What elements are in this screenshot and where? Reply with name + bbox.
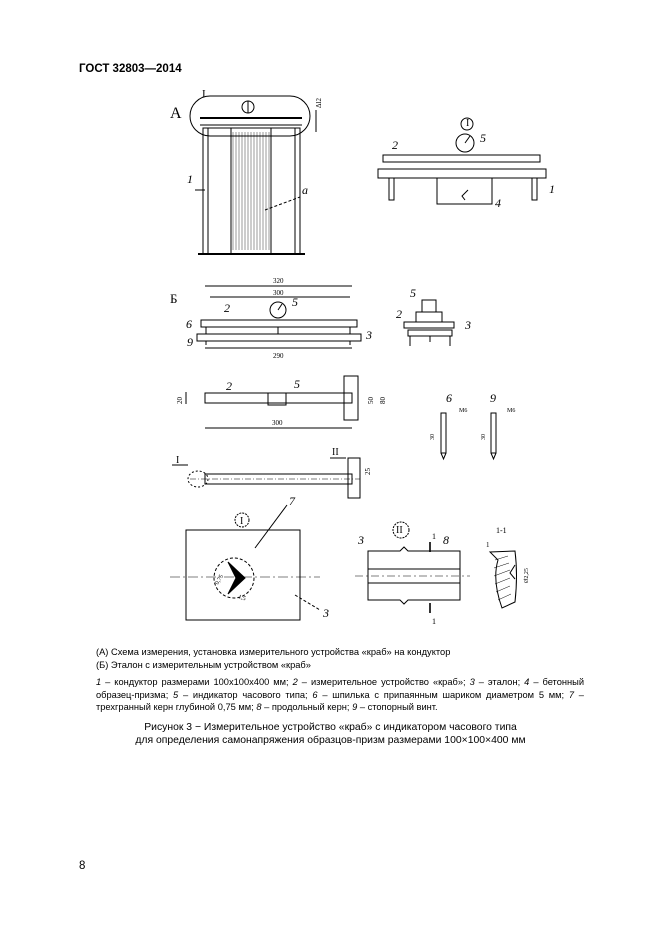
callout-3c: 3 (323, 606, 329, 620)
figure-title-line2: для определения самонапряжения образцов-призм размерами 100×100×400 мм (135, 735, 526, 746)
dim-290: 290 (273, 352, 284, 360)
dim-300: 300 (273, 289, 284, 297)
dim-15: 1,5 (237, 594, 247, 603)
dim-30a: 30 (430, 434, 436, 440)
dim-300b: 300 (272, 419, 283, 427)
legend-text-2: – измерительное устройство «краб»; (297, 677, 470, 687)
legend-num-6: 6 (312, 689, 318, 700)
section-mark-ii: II (332, 447, 339, 458)
legend-num-9: 9 (352, 702, 358, 713)
legend-text-7: – трехгранный керн глубиной 0,75 мм; (96, 689, 584, 713)
standard-header: ГОСТ 32803—2014 (79, 63, 182, 75)
callout-7: 7 (289, 494, 295, 508)
callout-a: a (302, 183, 308, 197)
dim-075: 0,75 (214, 573, 225, 586)
legend-text-1: – кондуктор размерами 100х100х400 мм; (101, 677, 293, 687)
callout-5: 5 (480, 131, 486, 145)
callout-4: 4 (495, 196, 501, 210)
dim-m6a: M6 (459, 408, 468, 414)
legend-num-3: 3 (469, 677, 475, 687)
figure-title-line1: Рисунок 3 − Измерительное устройство «краб» с индикатором часового типа (144, 722, 517, 733)
legend-text-8: – продольный керн; (261, 702, 353, 713)
callout-9: 9 (187, 335, 193, 349)
legend-text-6: – шпилька с припаянным шариком диаметром 5 мм; (317, 689, 569, 700)
detail-label-i: I (202, 88, 206, 100)
callout-5c: 5 (410, 286, 416, 300)
legend-text-4: – бетонный образец-призма; (96, 677, 585, 700)
callout-6: 6 (186, 317, 192, 331)
callout-3: 3 (366, 328, 372, 342)
dim-25: 25 (364, 468, 372, 475)
view-a-side (378, 118, 555, 210)
caption-a: (А) Схема измерения, установка измерительного устройства «краб» на кондуктор (96, 647, 451, 657)
dim-20: 20 (176, 397, 184, 404)
dim-30b: 30 (481, 434, 487, 440)
section-cut-1: 1 (486, 541, 490, 549)
dim-dl2: Δl2 (315, 98, 323, 108)
dim-50: 50 (367, 397, 375, 404)
callout-2b: 2 (224, 301, 230, 315)
callout-2c: 2 (396, 307, 402, 321)
section-mark-i: I (176, 455, 180, 466)
view-label-b: Б (170, 291, 178, 306)
legend-text-9: – стопорный винт. (357, 702, 438, 713)
section-1-1-label: 1-1 (496, 526, 507, 535)
page-number: 8 (79, 860, 86, 872)
callout-1b: 1 (549, 182, 555, 196)
caption-b: (Б) Эталон с измерительным устройством «краб» (96, 660, 311, 670)
callout-5d: 5 (294, 377, 300, 391)
callout-8: 8 (443, 533, 449, 547)
callout-3d: 3 (358, 533, 364, 547)
crab-side-view (172, 447, 372, 498)
detail-ii (355, 522, 470, 626)
callout-2: 2 (392, 138, 398, 152)
legend-num-5: 5 (173, 689, 179, 700)
dim-320: 320 (273, 277, 284, 285)
dim-m6b: M6 (507, 408, 516, 414)
legend-num-7: 7 (568, 689, 575, 700)
callout-9b: 9 (490, 391, 496, 405)
figure-legend (96, 676, 584, 714)
cut-1-top: 1 (432, 532, 436, 541)
legend-num-1: 1 (96, 677, 102, 687)
callout-2d: 2 (226, 379, 232, 393)
legend-num-2: 2 (292, 677, 298, 687)
dim-dr: Ø2,25 (524, 568, 530, 583)
callout-3b: 3 (465, 318, 471, 332)
detail-label-i-circle: I (466, 118, 470, 129)
legend-num-8: 8 (256, 702, 262, 713)
legend-num-4: 4 (524, 677, 530, 687)
legend-text-5: – индикатор часового типа; (178, 689, 313, 700)
view-label-a: А (170, 105, 182, 122)
detail-i-label: I (240, 516, 244, 527)
view-b-side (396, 286, 471, 346)
detail-i (170, 494, 329, 620)
crab-top-view (176, 376, 387, 428)
dim-80: 80 (379, 397, 387, 404)
view-a-plan (170, 88, 323, 254)
callout-6b: 6 (446, 391, 452, 405)
legend-text-3: – эталон; (474, 677, 525, 687)
screw-details (430, 391, 515, 459)
section-1-1 (486, 526, 530, 608)
detail-ii-label: II (396, 525, 403, 536)
callout-5b: 5 (292, 295, 298, 309)
callout-1: 1 (187, 172, 193, 186)
cut-1-bottom: 1 (432, 617, 436, 626)
view-b-front (170, 277, 372, 360)
